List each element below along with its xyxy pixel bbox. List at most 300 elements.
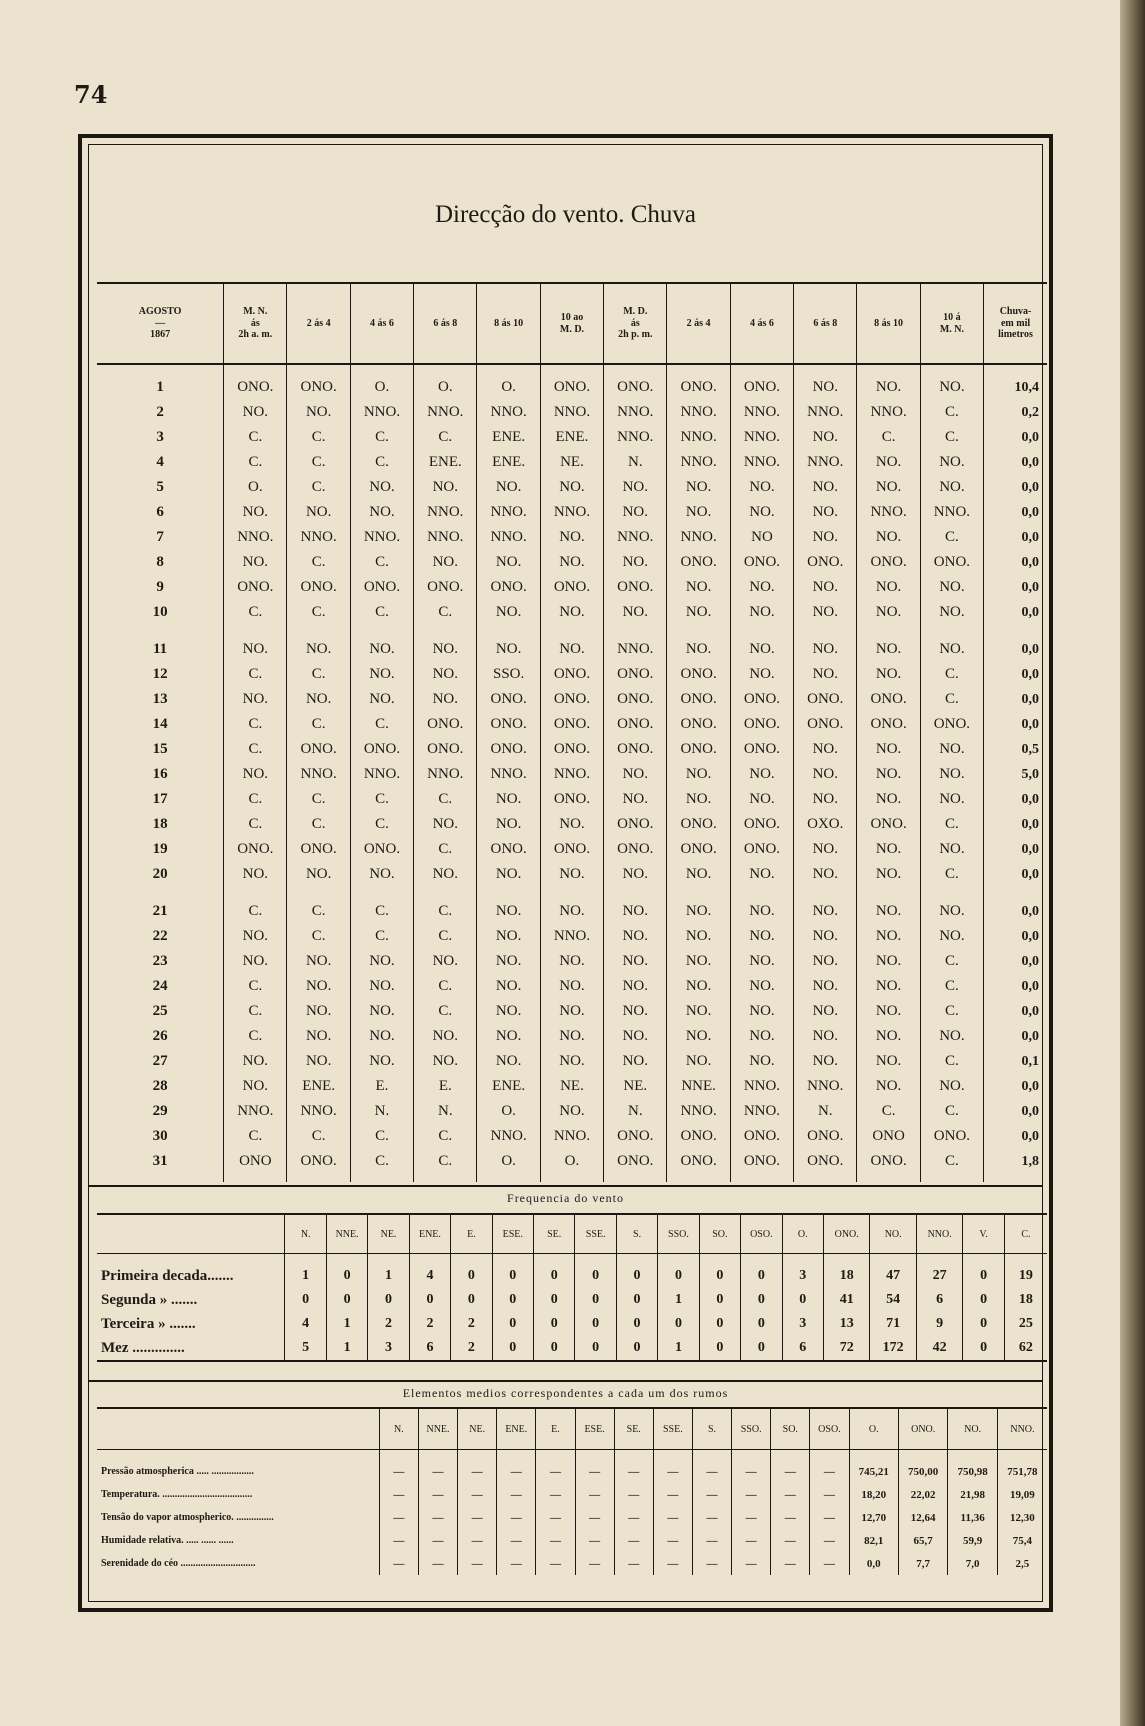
wind-cell: NO. bbox=[730, 949, 793, 974]
wind-cell: NO. bbox=[794, 974, 857, 999]
wind-cell: C. bbox=[224, 1124, 287, 1149]
wind-cell: NO. bbox=[350, 662, 413, 687]
rain-cell: 0,2 bbox=[984, 400, 1047, 425]
column-header: 6 ás 8 bbox=[414, 283, 477, 364]
elements-value: — bbox=[536, 1483, 575, 1506]
wind-cell: NO. bbox=[477, 1049, 540, 1074]
wind-cell: ONO. bbox=[730, 737, 793, 762]
elements-row bbox=[97, 1450, 1047, 1484]
table-row bbox=[97, 862, 1047, 887]
day-cell: 26 bbox=[152, 1028, 168, 1044]
elements-header-row bbox=[97, 1408, 1047, 1450]
wind-cell: NO. bbox=[477, 974, 540, 999]
elements-value: 82,1 bbox=[849, 1529, 898, 1552]
wind-cell: NO. bbox=[477, 924, 540, 949]
day-cell: 19 bbox=[152, 841, 168, 857]
day-cell: 20 bbox=[152, 866, 168, 882]
wind-cell: NO. bbox=[224, 862, 287, 887]
elements-value: — bbox=[653, 1450, 692, 1484]
frequency-count: 0 bbox=[534, 1336, 575, 1361]
wind-cell: NO. bbox=[730, 662, 793, 687]
frequency-count: 0 bbox=[575, 1312, 616, 1336]
wind-cell: NO. bbox=[540, 812, 603, 837]
elements-value: — bbox=[575, 1483, 614, 1506]
wind-cell: NO. bbox=[287, 999, 350, 1024]
rain-cell: 5,0 bbox=[984, 762, 1047, 787]
wind-cell: ONO. bbox=[414, 712, 477, 737]
column-header: 8 ás 10 bbox=[477, 283, 540, 364]
wind-cell: NNO. bbox=[414, 500, 477, 525]
elements-value: 22,02 bbox=[898, 1483, 947, 1506]
frequency-count: 5 bbox=[285, 1336, 326, 1361]
frequency-row bbox=[97, 1288, 1047, 1312]
elements-value: — bbox=[458, 1483, 497, 1506]
wind-cell: NNO. bbox=[540, 924, 603, 949]
elements-value: — bbox=[771, 1552, 810, 1575]
table-frame bbox=[78, 134, 1053, 1612]
rain-cell: 0,0 bbox=[984, 500, 1047, 525]
elements-value: 59,9 bbox=[948, 1529, 997, 1552]
column-header: 2 ás 4 bbox=[667, 283, 730, 364]
wind-cell: SSO. bbox=[477, 662, 540, 687]
column-header: 6 ás 8 bbox=[794, 283, 857, 364]
wind-cell: ONO. bbox=[540, 737, 603, 762]
wind-cell: ONO. bbox=[287, 364, 350, 400]
frequency-count: 0 bbox=[285, 1288, 326, 1312]
wind-cell: NO. bbox=[794, 662, 857, 687]
elements-row bbox=[97, 1552, 1047, 1575]
elements-column-header: NO. bbox=[948, 1408, 997, 1450]
wind-cell: C. bbox=[920, 400, 983, 425]
wind-cell: C. bbox=[287, 924, 350, 949]
day-cell: 25 bbox=[152, 1003, 168, 1019]
day-cell: 30 bbox=[152, 1128, 168, 1144]
elements-value: — bbox=[418, 1529, 457, 1552]
day-cell: 29 bbox=[152, 1103, 168, 1119]
elements-value: — bbox=[692, 1483, 731, 1506]
frequency-count: 2 bbox=[451, 1312, 492, 1336]
wind-cell: NO. bbox=[857, 1074, 920, 1099]
wind-cell: C. bbox=[350, 712, 413, 737]
wind-cell: NO. bbox=[794, 500, 857, 525]
wind-cell: NO. bbox=[857, 450, 920, 475]
wind-cell: NO. bbox=[604, 500, 667, 525]
frequency-count: 4 bbox=[285, 1312, 326, 1336]
rain-cell: 0,0 bbox=[984, 887, 1047, 924]
rain-cell: 0,0 bbox=[984, 837, 1047, 862]
day-cell: 18 bbox=[152, 816, 168, 832]
wind-cell: C. bbox=[350, 812, 413, 837]
frequency-count: 0 bbox=[741, 1288, 782, 1312]
frequency-count: 0 bbox=[699, 1288, 740, 1312]
wind-cell: E. bbox=[350, 1074, 413, 1099]
elements-value: 7,0 bbox=[948, 1552, 997, 1575]
table-row bbox=[97, 1099, 1047, 1124]
elements-value: 745,21 bbox=[849, 1450, 898, 1484]
wind-cell: NO. bbox=[920, 450, 983, 475]
wind-cell: NO. bbox=[350, 999, 413, 1024]
wind-cell: NO. bbox=[477, 600, 540, 625]
wind-cell: NO. bbox=[604, 974, 667, 999]
wind-cell: NO. bbox=[857, 762, 920, 787]
wind-cell: ONO. bbox=[604, 1149, 667, 1182]
wind-cell: O. bbox=[414, 364, 477, 400]
wind-cell: ONO. bbox=[794, 1124, 857, 1149]
wind-cell: NO. bbox=[730, 787, 793, 812]
wind-cell: NO. bbox=[414, 475, 477, 500]
wind-cell: NO. bbox=[540, 525, 603, 550]
wind-cell: C. bbox=[920, 525, 983, 550]
elements-value: — bbox=[497, 1552, 536, 1575]
wind-cell: NO. bbox=[414, 812, 477, 837]
wind-cell: C. bbox=[920, 687, 983, 712]
frequency-count: 19 bbox=[1004, 1254, 1047, 1289]
elements-value: — bbox=[692, 1529, 731, 1552]
wind-cell: C. bbox=[224, 712, 287, 737]
wind-cell: NO. bbox=[667, 787, 730, 812]
elements-value: — bbox=[810, 1552, 849, 1575]
frequency-count: 0 bbox=[534, 1254, 575, 1289]
frequency-count: 0 bbox=[616, 1312, 657, 1336]
wind-cell: ONO. bbox=[730, 1149, 793, 1182]
column-header: 8 ás 10 bbox=[857, 283, 920, 364]
wind-cell: ONO. bbox=[667, 812, 730, 837]
elements-value: 21,98 bbox=[948, 1483, 997, 1506]
table-row bbox=[97, 450, 1047, 475]
wind-cell: ENE. bbox=[540, 425, 603, 450]
frequency-count: 54 bbox=[870, 1288, 916, 1312]
frequency-column-header: ESE. bbox=[492, 1214, 533, 1254]
wind-cell: ONO. bbox=[604, 1124, 667, 1149]
wind-cell: C. bbox=[287, 450, 350, 475]
table-row bbox=[97, 812, 1047, 837]
frequency-row-label: Mez .............. bbox=[97, 1336, 285, 1361]
wind-cell: NNO. bbox=[477, 400, 540, 425]
wind-cell: O. bbox=[540, 1149, 603, 1182]
frequency-row-label: Terceira » ....... bbox=[101, 1315, 196, 1332]
day-cell: 28 bbox=[152, 1078, 168, 1094]
wind-cell: ONO. bbox=[287, 737, 350, 762]
wind-cell: NO. bbox=[414, 949, 477, 974]
elements-column-header: NNO. bbox=[997, 1408, 1047, 1450]
wind-cell: NO. bbox=[920, 1024, 983, 1049]
elements-value: — bbox=[497, 1506, 536, 1529]
table-row bbox=[97, 1074, 1047, 1099]
wind-cell: NO. bbox=[794, 887, 857, 924]
wind-cell: NO. bbox=[920, 475, 983, 500]
wind-cell: NO. bbox=[224, 949, 287, 974]
header-row bbox=[97, 283, 1047, 364]
elements-value: — bbox=[732, 1529, 771, 1552]
day-cell: 7 bbox=[156, 529, 164, 545]
frequency-count: 0 bbox=[699, 1336, 740, 1361]
wind-cell: NNO. bbox=[794, 1074, 857, 1099]
frequency-count: 1 bbox=[326, 1312, 367, 1336]
rain-cell: 0,0 bbox=[984, 600, 1047, 625]
wind-cell: NNO. bbox=[350, 400, 413, 425]
elements-value: — bbox=[771, 1483, 810, 1506]
frequency-column-header: NE. bbox=[368, 1214, 409, 1254]
wind-cell: C. bbox=[287, 787, 350, 812]
table-row bbox=[97, 837, 1047, 862]
elements-column-header: ENE. bbox=[497, 1408, 536, 1450]
elements-value: — bbox=[810, 1483, 849, 1506]
frequency-count: 0 bbox=[616, 1336, 657, 1361]
elements-column-header: ONO. bbox=[898, 1408, 947, 1450]
wind-cell: NO. bbox=[604, 862, 667, 887]
elements-value: — bbox=[732, 1506, 771, 1529]
table-row bbox=[97, 525, 1047, 550]
wind-cell: ONO. bbox=[604, 364, 667, 400]
frequency-count: 72 bbox=[823, 1336, 869, 1361]
wind-cell: ONO. bbox=[604, 712, 667, 737]
wind-cell: NO. bbox=[540, 1099, 603, 1124]
frequency-count: 1 bbox=[285, 1254, 326, 1289]
wind-cell: ONO bbox=[224, 1149, 287, 1182]
wind-cell: ONO. bbox=[857, 550, 920, 575]
rain-cell: 0,1 bbox=[984, 1049, 1047, 1074]
elements-value: — bbox=[418, 1506, 457, 1529]
wind-cell: C. bbox=[224, 737, 287, 762]
wind-cell: NO. bbox=[857, 475, 920, 500]
frequency-count: 0 bbox=[963, 1336, 1004, 1361]
elements-value: — bbox=[418, 1552, 457, 1575]
day-cell: 2 bbox=[156, 404, 164, 420]
wind-cell: O. bbox=[477, 1149, 540, 1182]
elements-value: 19,09 bbox=[997, 1483, 1047, 1506]
elements-row-label: Tensão do vapor atmospherico. ............... bbox=[101, 1512, 274, 1523]
wind-cell: NO. bbox=[667, 887, 730, 924]
wind-cell: NO. bbox=[794, 575, 857, 600]
wind-cell: NO. bbox=[224, 1049, 287, 1074]
wind-cell: C. bbox=[414, 999, 477, 1024]
wind-cell: NNO. bbox=[857, 400, 920, 425]
wind-cell: C. bbox=[414, 1124, 477, 1149]
wind-cell: ONO. bbox=[730, 687, 793, 712]
table-row bbox=[97, 1049, 1047, 1074]
wind-cell: C. bbox=[287, 600, 350, 625]
table-row bbox=[97, 425, 1047, 450]
wind-cell: NO. bbox=[540, 862, 603, 887]
frequency-count: 71 bbox=[870, 1312, 916, 1336]
wind-cell: NO. bbox=[604, 949, 667, 974]
frequency-count: 0 bbox=[963, 1312, 1004, 1336]
frequency-count: 0 bbox=[658, 1254, 699, 1289]
elements-value: — bbox=[379, 1506, 418, 1529]
wind-cell: ONO. bbox=[794, 712, 857, 737]
wind-cell: ONO. bbox=[540, 662, 603, 687]
wind-cell: NO. bbox=[224, 924, 287, 949]
elements-value: — bbox=[575, 1506, 614, 1529]
wind-cell: ONO bbox=[857, 1124, 920, 1149]
wind-cell: N. bbox=[414, 1099, 477, 1124]
wind-cell: NO. bbox=[730, 887, 793, 924]
wind-cell: ONO. bbox=[540, 687, 603, 712]
elements-value: — bbox=[379, 1450, 418, 1484]
wind-cell: NO. bbox=[857, 837, 920, 862]
wind-cell: NO. bbox=[540, 550, 603, 575]
frequency-count: 0 bbox=[741, 1254, 782, 1289]
wind-cell: NO. bbox=[224, 500, 287, 525]
wind-cell: C. bbox=[414, 600, 477, 625]
wind-cell: NO. bbox=[920, 737, 983, 762]
wind-cell: NNO. bbox=[540, 762, 603, 787]
wind-cell: C. bbox=[287, 662, 350, 687]
elements-value: — bbox=[497, 1450, 536, 1484]
elements-value: 11,36 bbox=[948, 1506, 997, 1529]
wind-cell: NNO. bbox=[287, 525, 350, 550]
elements-value: — bbox=[614, 1483, 653, 1506]
elements-value: — bbox=[497, 1529, 536, 1552]
book-spine-edge bbox=[1120, 0, 1145, 1726]
rain-cell: 0,0 bbox=[984, 662, 1047, 687]
table-row bbox=[97, 364, 1047, 400]
wind-cell: ONO. bbox=[604, 837, 667, 862]
frequency-count: 0 bbox=[326, 1254, 367, 1289]
frequency-count: 1 bbox=[658, 1288, 699, 1312]
wind-cell: ONO. bbox=[287, 1149, 350, 1182]
rain-cell: 0,0 bbox=[984, 1024, 1047, 1049]
wind-cell: NO. bbox=[730, 999, 793, 1024]
wind-cell: ONO. bbox=[540, 575, 603, 600]
wind-cell: NNO. bbox=[287, 762, 350, 787]
frequency-count: 0 bbox=[963, 1288, 1004, 1312]
elements-value: — bbox=[732, 1552, 771, 1575]
wind-cell: ONO. bbox=[540, 712, 603, 737]
wind-cell: C. bbox=[350, 600, 413, 625]
frequency-count: 1 bbox=[658, 1336, 699, 1361]
wind-cell: C. bbox=[350, 1149, 413, 1182]
wind-cell: NO. bbox=[477, 475, 540, 500]
day-cell: 27 bbox=[152, 1053, 168, 1069]
wind-cell: NO. bbox=[477, 949, 540, 974]
wind-cell: NO. bbox=[287, 625, 350, 662]
elements-column-header: ESE. bbox=[575, 1408, 614, 1450]
wind-cell: ONO. bbox=[920, 712, 983, 737]
wind-cell: NO. bbox=[477, 812, 540, 837]
wind-cell: NE. bbox=[540, 450, 603, 475]
day-cell: 9 bbox=[156, 579, 164, 595]
frequency-count: 3 bbox=[782, 1312, 823, 1336]
wind-cell: ONO. bbox=[667, 550, 730, 575]
rain-cell: 0,0 bbox=[984, 862, 1047, 887]
wind-cell: NO. bbox=[477, 862, 540, 887]
wind-cell: NO. bbox=[414, 550, 477, 575]
wind-cell: NO. bbox=[794, 364, 857, 400]
frequency-table bbox=[97, 1213, 1047, 1362]
wind-cell: C. bbox=[350, 887, 413, 924]
wind-cell: NO. bbox=[540, 475, 603, 500]
wind-cell: NNO. bbox=[667, 450, 730, 475]
wind-cell: ONO. bbox=[224, 575, 287, 600]
day-cell: 8 bbox=[156, 554, 164, 570]
column-header: M. D. ás 2h p. m. bbox=[604, 283, 667, 364]
table-row bbox=[97, 575, 1047, 600]
elements-value: 751,78 bbox=[997, 1450, 1047, 1484]
elements-row bbox=[97, 1483, 1047, 1506]
frequency-count: 0 bbox=[326, 1288, 367, 1312]
wind-cell: NNO. bbox=[794, 400, 857, 425]
elements-value: — bbox=[575, 1529, 614, 1552]
day-cell: 1 bbox=[156, 379, 164, 395]
wind-cell: O. bbox=[350, 364, 413, 400]
column-header: 4 ás 6 bbox=[730, 283, 793, 364]
wind-cell: O. bbox=[224, 475, 287, 500]
frequency-column-header: NNO. bbox=[916, 1214, 962, 1254]
day-cell: 23 bbox=[152, 953, 168, 969]
wind-cell: ENE. bbox=[414, 450, 477, 475]
wind-cell: ONO. bbox=[604, 575, 667, 600]
wind-cell: ONO. bbox=[414, 575, 477, 600]
rain-cell: 0,0 bbox=[984, 575, 1047, 600]
frequency-title: Frequencia do vento bbox=[89, 1185, 1042, 1213]
frequency-count: 0 bbox=[575, 1254, 616, 1289]
elements-value: — bbox=[536, 1529, 575, 1552]
wind-cell: NO. bbox=[477, 999, 540, 1024]
frequency-column-header bbox=[97, 1214, 285, 1254]
rain-cell: 0,0 bbox=[984, 949, 1047, 974]
wind-cell: ONO. bbox=[667, 1149, 730, 1182]
wind-cell: NO. bbox=[857, 737, 920, 762]
wind-cell: NO. bbox=[540, 625, 603, 662]
elements-value: — bbox=[458, 1529, 497, 1552]
wind-cell: NNO. bbox=[477, 1124, 540, 1149]
table-row bbox=[97, 687, 1047, 712]
wind-cell: NO. bbox=[667, 762, 730, 787]
wind-cell: NO. bbox=[667, 999, 730, 1024]
wind-cell: C. bbox=[920, 425, 983, 450]
wind-cell: C. bbox=[350, 450, 413, 475]
wind-cell: NO. bbox=[477, 625, 540, 662]
frequency-column-header: V. bbox=[963, 1214, 1004, 1254]
wind-cell: NO. bbox=[350, 687, 413, 712]
wind-cell: NO. bbox=[540, 600, 603, 625]
elements-column-header: SO. bbox=[771, 1408, 810, 1450]
wind-cell: NO. bbox=[920, 625, 983, 662]
wind-cell: NO. bbox=[604, 999, 667, 1024]
elements-value: — bbox=[575, 1450, 614, 1484]
wind-cell: C. bbox=[224, 425, 287, 450]
elements-column-header: SSO. bbox=[732, 1408, 771, 1450]
frequency-row-label: Segunda » ....... bbox=[101, 1291, 198, 1308]
wind-cell: NNO. bbox=[794, 450, 857, 475]
frequency-count: 0 bbox=[741, 1336, 782, 1361]
wind-cell: NO. bbox=[540, 1049, 603, 1074]
elements-value: — bbox=[614, 1506, 653, 1529]
wind-cell: ONO. bbox=[667, 837, 730, 862]
frequency-count: 0 bbox=[451, 1254, 492, 1289]
day-cell: 31 bbox=[152, 1153, 168, 1169]
wind-cell: NO. bbox=[540, 887, 603, 924]
wind-cell: ONO. bbox=[224, 364, 287, 400]
wind-cell: ONO. bbox=[540, 787, 603, 812]
frequency-count: 1 bbox=[368, 1254, 409, 1289]
wind-cell: NO. bbox=[857, 787, 920, 812]
elements-value: — bbox=[458, 1506, 497, 1529]
elements-value: 65,7 bbox=[898, 1529, 947, 1552]
wind-cell: OXO. bbox=[794, 812, 857, 837]
wind-cell: NO. bbox=[857, 1049, 920, 1074]
wind-cell: NNE. bbox=[667, 1074, 730, 1099]
frequency-column-header: N. bbox=[285, 1214, 326, 1254]
wind-cell: NNO. bbox=[350, 525, 413, 550]
wind-cell: C. bbox=[287, 887, 350, 924]
wind-cell: ONO. bbox=[667, 687, 730, 712]
wind-cell: NO. bbox=[857, 924, 920, 949]
elements-value: — bbox=[536, 1506, 575, 1529]
wind-cell: NO. bbox=[920, 575, 983, 600]
elements-table bbox=[97, 1407, 1047, 1575]
